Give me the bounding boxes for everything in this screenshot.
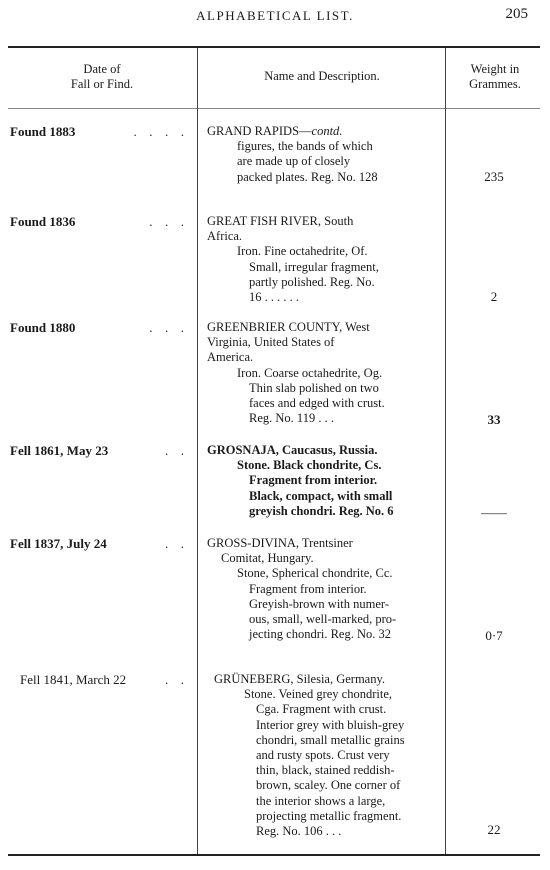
- description-cell: [207, 214, 439, 305]
- leader-dots: . . . .: [133, 124, 186, 139]
- date-text: Fell 1861, May 23: [10, 443, 109, 458]
- desc-line: Iron. Coarse octahedrite, Og.: [237, 365, 383, 380]
- column-header-date-line: Date of: [83, 62, 121, 76]
- desc-line: Fragment from interior.: [249, 473, 378, 488]
- desc-line: Comitat, Hungary.: [221, 551, 314, 566]
- desc-line: Thin slab polished on two: [249, 380, 379, 395]
- date-cell: [10, 443, 186, 459]
- date-text: Found 1836: [10, 214, 76, 229]
- desc-line: GRÜNEBERG, Silesia, Germany.: [214, 672, 386, 686]
- desc-line: and rusty spots. Crust very: [256, 748, 390, 763]
- page-number: 205: [505, 6, 528, 22]
- desc-line: projecting metallic fragment.: [256, 808, 402, 823]
- bottom-rule: [8, 854, 540, 856]
- date-cell: [10, 536, 186, 552]
- desc-line: are made up of closely: [237, 154, 351, 169]
- description-cell: [207, 320, 439, 426]
- desc-line: 16 . . . . . .: [249, 290, 299, 305]
- leader-dots: . . .: [149, 320, 186, 335]
- weight-cell: 22: [487, 822, 501, 837]
- weight-cell: 0·7: [485, 628, 503, 643]
- desc-line: Reg. No. 106 . . .: [256, 824, 342, 839]
- desc-line: Greyish-brown with numer-: [249, 596, 389, 611]
- desc-line: Cga. Fragment with crust.: [256, 702, 387, 717]
- column-divider-left: [197, 48, 198, 856]
- desc-line: figures, the bands of which: [237, 139, 373, 154]
- date-cell: [10, 124, 186, 140]
- top-rule: [8, 46, 540, 48]
- desc-line: chondri, small metallic grains: [256, 732, 405, 747]
- column-header-weight-line: Grammes.: [469, 77, 521, 91]
- column-header-date-line: Fall or Find.: [70, 77, 134, 91]
- continued-marker: contd.: [311, 124, 343, 138]
- header-bottom-rule: [8, 108, 540, 109]
- desc-line: faces and edged with crust.: [249, 396, 385, 411]
- date-cell: [20, 672, 186, 688]
- description-cell: [214, 672, 446, 839]
- desc-line: Iron. Fine octahedrite, Of.: [237, 244, 368, 259]
- running-head: ALPHABETICAL LIST.: [196, 8, 354, 23]
- desc-line: GRAND RAPIDS—contd.: [207, 124, 343, 138]
- description-cell: [207, 124, 439, 185]
- description-cell: [207, 536, 439, 642]
- desc-line: Black, compact, with small: [249, 488, 393, 503]
- date-cell: [10, 320, 186, 336]
- desc-line: GROSNAJA, Caucasus, Russia.: [207, 443, 378, 457]
- date-text: Fell 1841, March 22: [20, 672, 127, 687]
- weight-cell: ——: [481, 505, 507, 520]
- desc-line: GREAT FISH RIVER, South: [207, 214, 354, 228]
- desc-line: greyish chondri. Reg. No. 6: [249, 503, 394, 518]
- desc-line: Africa.: [207, 229, 243, 244]
- leader-dots: . . .: [149, 214, 186, 229]
- weight-cell: 235: [484, 169, 504, 184]
- desc-line: ous, small, well-marked, pro-: [249, 612, 397, 627]
- date-text: Found 1883: [10, 124, 76, 139]
- desc-line: jecting chondri. Reg. No. 32: [249, 627, 391, 642]
- description-cell: [207, 443, 439, 519]
- weight-cell: 33: [487, 412, 501, 427]
- leader-dots: . .: [165, 536, 186, 551]
- desc-line: packed plates. Reg. No. 128: [237, 169, 378, 184]
- desc-line: brown, scaley. One corner of: [256, 778, 401, 793]
- desc-line: Stone. Black chondrite, Cs.: [237, 458, 382, 473]
- date-text: Fell 1837, July 24: [10, 536, 107, 551]
- desc-line: Reg. No. 119 . . .: [249, 411, 334, 426]
- date-cell: [10, 214, 186, 230]
- desc-line: GROSS-DIVINA, Trentsiner: [207, 536, 353, 550]
- leader-dots: . .: [165, 443, 186, 458]
- column-header-date: [20, 62, 184, 92]
- desc-line: Small, irregular fragment,: [249, 259, 379, 274]
- column-header-weight: [448, 62, 542, 92]
- desc-line: the interior shows a large,: [256, 793, 386, 808]
- column-header-name: [200, 69, 444, 84]
- date-text: Found 1880: [10, 320, 76, 335]
- column-header-name-text: Name and Description.: [264, 69, 380, 83]
- desc-line: Stone. Veined grey chondrite,: [244, 687, 392, 702]
- desc-line: thin, black, stained reddish-: [256, 763, 395, 778]
- desc-line: Fragment from interior.: [249, 581, 367, 596]
- desc-line: Virginia, United States of: [207, 335, 335, 350]
- leader-dots: . .: [165, 672, 186, 687]
- desc-line: Interior grey with bluish-grey: [256, 717, 405, 732]
- desc-line: partly polished. Reg. No.: [249, 274, 375, 289]
- desc-line: GREENBRIER COUNTY, West: [207, 320, 370, 334]
- column-header-weight-line: Weight in: [470, 62, 520, 76]
- weight-cell: 2: [490, 289, 498, 304]
- desc-line: Stone, Spherical chondrite, Cc.: [237, 566, 393, 581]
- desc-line: America.: [207, 350, 254, 365]
